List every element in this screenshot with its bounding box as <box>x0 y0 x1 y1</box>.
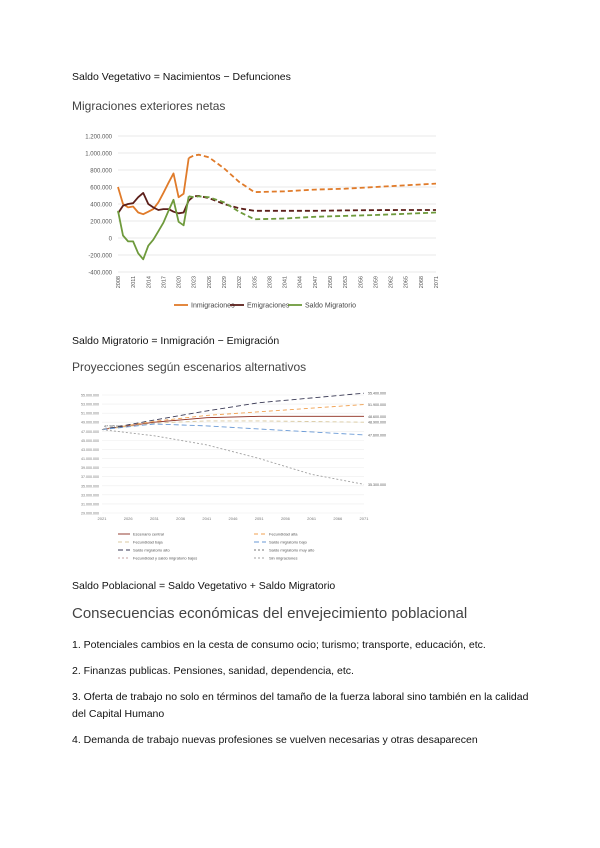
x-tick-label: 2066 <box>333 516 343 521</box>
x-tick-label: 2021 <box>97 516 107 521</box>
x-tick-label: 2038 <box>267 276 274 289</box>
y-tick-label: 55.000.000 <box>81 393 99 398</box>
x-tick-label: 2065 <box>403 276 410 289</box>
y-tick-label: 37.000.000 <box>81 475 99 480</box>
legend-label-sin-migraciones: Sin migraciones <box>269 555 298 561</box>
series-projection-emigraciones <box>189 196 436 211</box>
legend-label-fecundidad-alta: Fecundidad alta <box>269 531 298 537</box>
x-tick-label: 2044 <box>297 276 304 289</box>
legend-label-saldo-migratorio-bajo: Saldo migratorio bajo <box>269 539 307 545</box>
end-value-label: 48.900.000 <box>368 420 386 425</box>
y-tick-label: 45.000.000 <box>81 438 99 443</box>
x-tick-label: 2014 <box>146 276 153 289</box>
x-tick-label: 2020 <box>176 276 183 289</box>
x-tick-label: 2026 <box>123 516 133 521</box>
y-tick-label: 600.000 <box>90 185 112 192</box>
list-item-2: 2. Finanzas publicas. Pensiones, sanidad, dependencia, etc. <box>72 665 354 677</box>
y-tick-label: 47.000.000 <box>81 429 99 434</box>
chart-migraciones <box>72 124 452 316</box>
x-tick-label: 2011 <box>131 276 138 288</box>
legend-label-saldo-migratorio-alto: Saldo migratorio alto <box>133 547 170 553</box>
y-tick-label: 39.000.000 <box>81 466 99 471</box>
legend-label-escenario-central: Escenario central <box>133 531 164 537</box>
x-tick-label: 2068 <box>418 276 425 289</box>
chart-proyecciones <box>72 392 402 570</box>
x-tick-label: 2017 <box>161 276 168 289</box>
end-value-label: 48.600.000 <box>368 414 386 419</box>
y-tick-label: -200.000 <box>88 253 112 260</box>
x-tick-label: 2031 <box>149 516 159 521</box>
y-tick-label: 41.000.000 <box>81 457 99 462</box>
legend-label-fecundidad-baja: Fecundidad baja <box>133 539 163 545</box>
x-tick-label: 2029 <box>222 276 228 289</box>
x-tick-label: 2023 <box>191 276 198 289</box>
y-tick-label: 53.000.000 <box>81 402 99 407</box>
end-value-label: 35.300.000 <box>368 482 386 487</box>
x-tick-label: 2056 <box>358 276 365 289</box>
y-tick-label: 1.200.000 <box>85 134 112 141</box>
series-line-saldo-migratorio <box>118 196 189 259</box>
y-tick-label: 43.000.000 <box>81 447 99 452</box>
end-value-label: 55.400.000 <box>368 392 386 396</box>
scenario-line-sin-migraciones <box>102 430 364 485</box>
end-value-label: 47.600.000 <box>368 433 386 438</box>
list-item-3: 3. Oferta de trabajo no solo en términos del tamaño de la fuerza laboral sino también en la calidad del Capital Humano <box>72 691 529 720</box>
series-projection-inmigraciones <box>189 155 436 192</box>
x-tick-label: 2047 <box>312 276 319 289</box>
y-tick-label: 33.000.000 <box>81 493 99 498</box>
y-tick-label: 51.000.000 <box>81 411 99 416</box>
x-tick-label: 2032 <box>237 276 244 289</box>
y-tick-label: 49.000.000 <box>81 420 99 425</box>
x-tick-label: 2035 <box>252 276 259 289</box>
heading-migraciones: Migraciones exteriores netas <box>72 99 226 113</box>
formula-saldo-migratorio: Saldo Migratorio = Inmigración − Emigración <box>72 335 280 347</box>
y-tick-label: 29.000.000 <box>81 511 99 516</box>
y-tick-label: 200.000 <box>90 219 112 226</box>
legend-label-saldo-migratorio: Saldo Migratorio <box>305 302 356 310</box>
x-tick-label: 2041 <box>202 516 212 521</box>
series-line-inmigraciones <box>118 158 189 214</box>
x-tick-label: 2050 <box>328 276 334 289</box>
x-tick-label: 2062 <box>388 276 395 289</box>
x-tick-label: 2051 <box>254 516 264 521</box>
x-tick-label: 2041 <box>282 276 289 289</box>
formula-saldo-vegetativo: Saldo Vegetativo = Nacimientos − Defunciones <box>72 71 291 83</box>
legend-label-saldo-migratorio-muy-alto: Saldo migratorio muy alto <box>269 547 315 553</box>
series-projection-saldo-migratorio <box>189 196 436 219</box>
x-tick-label: 2056 <box>280 516 290 521</box>
list-item-1: 1. Potenciales cambios en la cesta de consumo ocio; turismo; transporte, educación, etc. <box>72 639 486 651</box>
y-tick-label: 0 <box>108 236 112 243</box>
heading-proyecciones: Proyecciones según escenarios alternativos <box>72 360 307 374</box>
y-tick-label: 400.000 <box>90 202 112 209</box>
start-value-label: 47.385.000 <box>104 424 122 429</box>
legend-label-fecundidad-y-saldo-migratorio-bajos: Fecundidad y saldo migratorio bajos <box>133 555 198 561</box>
y-tick-label: 35.000.000 <box>81 484 99 489</box>
x-tick-label: 2071 <box>359 516 369 521</box>
legend-label-emigraciones: Emigraciones <box>247 302 290 310</box>
x-tick-label: 2061 <box>307 516 317 521</box>
y-tick-label: 1.000.000 <box>85 151 112 158</box>
x-tick-label: 2053 <box>343 276 350 289</box>
legend-label-inmigraciones: Inmigraciones <box>191 302 235 310</box>
y-tick-label: 31.000.000 <box>81 502 99 507</box>
y-tick-label: 800.000 <box>90 168 112 175</box>
x-tick-label: 2036 <box>176 516 186 521</box>
x-tick-label: 2071 <box>434 276 440 289</box>
x-tick-label: 2059 <box>373 276 380 289</box>
x-tick-label: 2008 <box>116 276 122 289</box>
formula-saldo-poblacional: Saldo Poblacional = Saldo Vegetativo + Saldo Migratorio <box>72 580 336 592</box>
scenario-line-saldo-migratorio-bajo <box>102 424 364 435</box>
x-tick-label: 2026 <box>206 276 213 289</box>
list-item-4: 4. Demanda de trabajo nuevas profesiones se vuelven necesarias y otras desaparecen <box>72 734 478 746</box>
y-tick-label: -400.000 <box>88 270 112 277</box>
heading-consecuencias: Consecuencias económicas del envejecimiento poblacional <box>72 605 468 622</box>
end-value-label: 51.900.000 <box>368 403 386 408</box>
x-tick-label: 2046 <box>228 516 238 521</box>
